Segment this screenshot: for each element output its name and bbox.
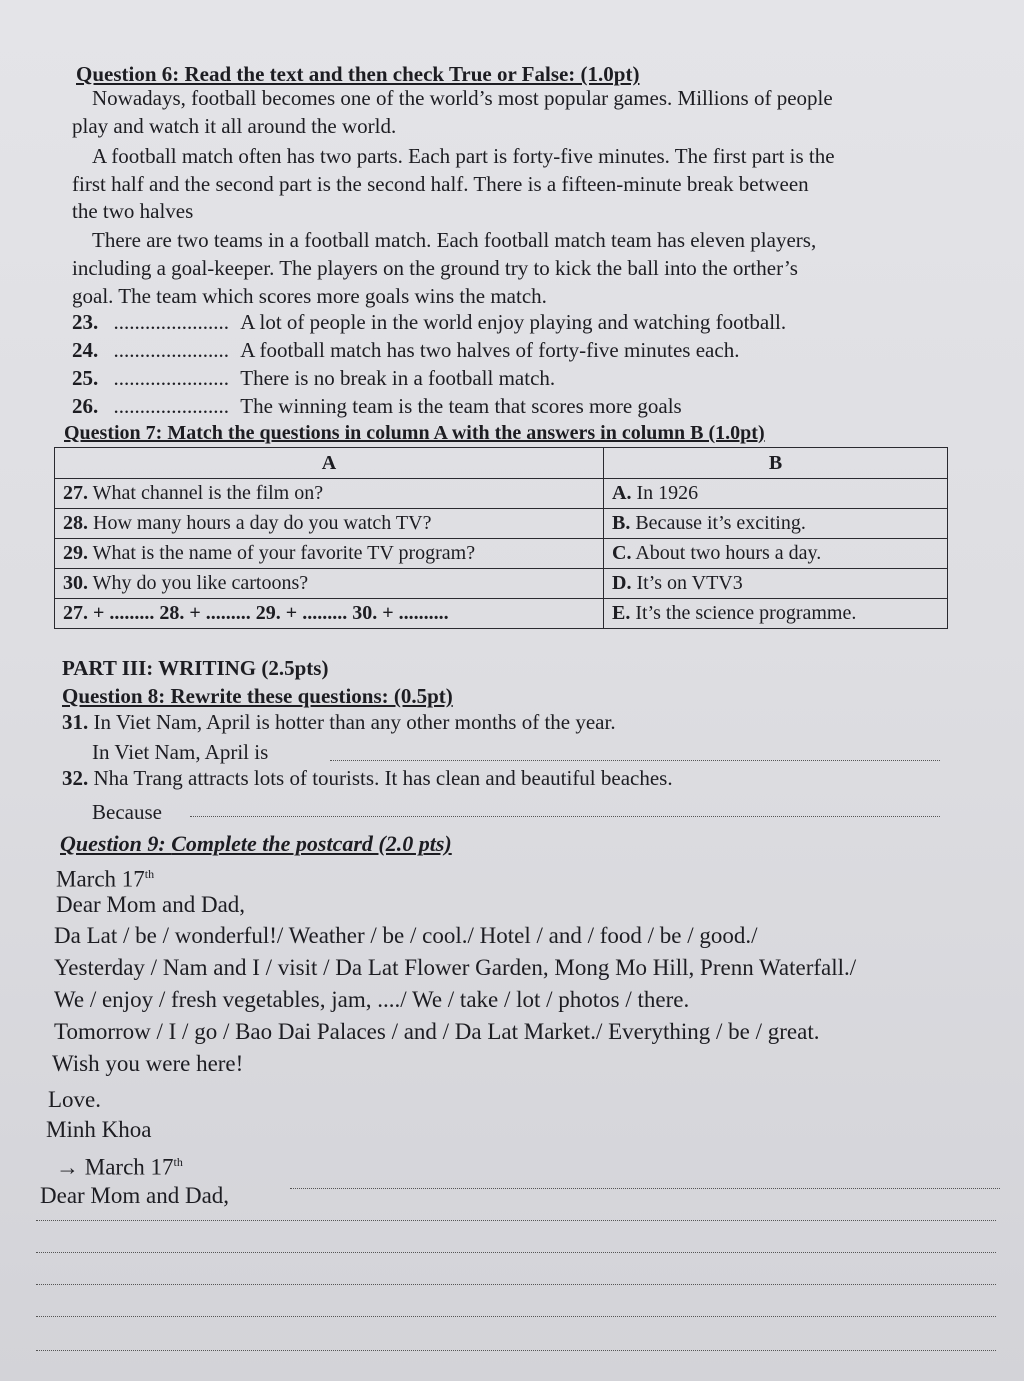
- tf-answer-blank[interactable]: ......................: [113, 310, 229, 334]
- q8-title: Question 8: Rewrite these questions: (0.5pt): [62, 684, 453, 708]
- answer-line[interactable]: [36, 1350, 996, 1351]
- q6-paragraph-2-line-1: A football match often has two parts. Each part is forty-five minutes. The first part is the: [92, 144, 835, 168]
- answer-line[interactable]: [36, 1220, 996, 1221]
- tf-statement: A lot of people in the world enjoy playing and watching football.: [240, 310, 787, 334]
- question-number: 30.: [63, 572, 88, 594]
- q9-title-prefix: Question 9:: [60, 831, 172, 856]
- q9-title: [60, 832, 452, 856]
- question-text: Why do you like cartoons?: [92, 572, 309, 594]
- answer-letter: D.: [612, 572, 632, 594]
- tf-item-23: [72, 310, 786, 334]
- postcard-love: Love.: [48, 1087, 102, 1112]
- table-row-question: [55, 479, 604, 509]
- question-text: How many hours a day do you watch TV?: [93, 512, 432, 534]
- q6-title: Question 6: Read the text and then check True or False: (1.0pt): [76, 62, 640, 86]
- table-row-question: [55, 509, 604, 539]
- q31-answer-line[interactable]: [330, 760, 940, 761]
- question-text: What channel is the film on?: [92, 482, 324, 504]
- table-row-answer: [604, 479, 948, 509]
- matching-answer-row[interactable]: 27. + ......... 28. + ......... 29. + ......... 30. + ..........: [55, 599, 604, 629]
- answer-letter: C.: [612, 542, 632, 564]
- matching-table: [54, 447, 948, 629]
- postcard-wish: Wish you were here!: [52, 1051, 244, 1076]
- postcard-prompt-line-3: We / enjoy / fresh vegetables, jam, ..../ We / take / lot / photos / there.: [54, 987, 690, 1012]
- tf-answer-blank[interactable]: ......................: [113, 394, 229, 418]
- tf-item-26: [72, 394, 682, 418]
- q32-rewrite-start: Because: [92, 800, 162, 824]
- q6-paragraph-2-line-3: the two halves: [72, 199, 194, 223]
- postcard-date-text: March 17: [56, 866, 145, 892]
- postcard-date: [56, 862, 154, 892]
- tf-item-number: 24.: [72, 338, 99, 362]
- tf-item-number: 25.: [72, 366, 99, 390]
- tf-statement: A football match has two halves of forty-five minutes each.: [240, 338, 740, 362]
- postcard-prompt-line-2: Yesterday / Nam and I / visit / Da Lat Flower Garden, Mong Mo Hill, Prenn Waterfall./: [54, 955, 857, 980]
- column-b-header: B: [604, 448, 948, 479]
- question-number: 29.: [63, 542, 88, 564]
- tf-item-24: [72, 338, 739, 362]
- postcard-date-suffix: th: [144, 867, 155, 881]
- q6-paragraph-2-line-2: first half and the second part is the second half. There is a fifteen-minute break between: [72, 172, 809, 196]
- q6-paragraph-3-line-3: goal. The team which scores more goals wins the match.: [72, 284, 547, 308]
- tf-statement: The winning team is the team that scores more goals: [240, 394, 682, 418]
- answer-letter: A.: [612, 482, 632, 504]
- q32-prompt: [62, 766, 673, 790]
- answer-text: Because it’s exciting.: [635, 512, 806, 534]
- tf-answer-blank[interactable]: ......................: [113, 338, 229, 362]
- postcard-prompt-line-4: Tomorrow / I / go / Bao Dai Palaces / and / Da Lat Market./ Everything / be / great.: [54, 1019, 820, 1044]
- part-3-title: PART III: WRITING (2.5pts): [62, 656, 329, 680]
- answer-line[interactable]: [36, 1284, 996, 1285]
- tf-item-25: [72, 366, 555, 390]
- answer-text: It’s the science programme.: [635, 602, 857, 624]
- answer-date-text: March 17: [84, 1154, 174, 1180]
- arrow-right-icon: →: [56, 1154, 79, 1180]
- q31-rewrite-start: In Viet Nam, April is: [92, 740, 269, 764]
- answer-letter: B.: [612, 512, 631, 534]
- answer-text: About two hours a day.: [635, 542, 822, 564]
- q7-title: Question 7: Match the questions in column A with the answers in column B (1.0pt): [64, 422, 765, 444]
- answer-line[interactable]: [36, 1252, 996, 1253]
- q32-number: 32.: [62, 766, 89, 790]
- tf-item-number: 26.: [72, 394, 99, 418]
- postcard-prompt-line-1: Da Lat / be / wonderful!/ Weather / be / cool./ Hotel / and / food / be / good./: [54, 923, 758, 948]
- answer-line[interactable]: [36, 1316, 996, 1317]
- question-number: 28.: [63, 512, 88, 534]
- answer-text: In 1926: [636, 482, 699, 504]
- q6-paragraph-3-line-1: There are two teams in a football match. Each football match team has eleven players,: [92, 228, 817, 252]
- answer-text: It’s on VTV3: [636, 572, 743, 594]
- tf-answer-blank[interactable]: ......................: [113, 366, 229, 390]
- table-row-answer: [604, 509, 948, 539]
- q31-prompt: [62, 710, 616, 734]
- table-row-answer: [604, 539, 948, 569]
- answer-letter: E.: [612, 602, 631, 624]
- q6-paragraph-1-line-1: Nowadays, football becomes one of the world’s most popular games. Millions of people: [92, 86, 833, 110]
- q6-paragraph-3-line-2: including a goal-keeper. The players on the ground try to kick the ball into the orther’s: [72, 256, 798, 280]
- q6-paragraph-1-line-2: play and watch it all around the world.: [72, 114, 397, 138]
- answer-date-suffix: th: [173, 1155, 183, 1169]
- column-a-header: A: [55, 448, 604, 479]
- question-number: 27.: [63, 482, 88, 504]
- table-row-question: [55, 539, 604, 569]
- q32-sentence: Nha Trang attracts lots of tourists. It has clean and beautiful beaches.: [93, 766, 673, 790]
- tf-item-number: 23.: [72, 310, 99, 334]
- q9-title-rest: Complete the postcard (2.0 pts): [171, 831, 452, 856]
- q32-answer-line[interactable]: [190, 816, 940, 817]
- answer-line[interactable]: [290, 1188, 1000, 1189]
- question-text: What is the name of your favorite TV program?: [92, 542, 476, 564]
- q31-sentence: In Viet Nam, April is hotter than any other months of the year.: [93, 710, 616, 734]
- answer-greeting: Dear Mom and Dad,: [40, 1183, 230, 1208]
- postcard-greeting: Dear Mom and Dad,: [56, 892, 246, 917]
- q31-number: 31.: [62, 710, 89, 734]
- postcard-signature: Minh Khoa: [46, 1117, 152, 1142]
- tf-statement: There is no break in a football match.: [240, 366, 556, 390]
- answer-date: [56, 1150, 183, 1180]
- table-row-answer: [604, 569, 948, 599]
- table-row-question: [55, 569, 604, 599]
- table-row-answer: [604, 599, 948, 629]
